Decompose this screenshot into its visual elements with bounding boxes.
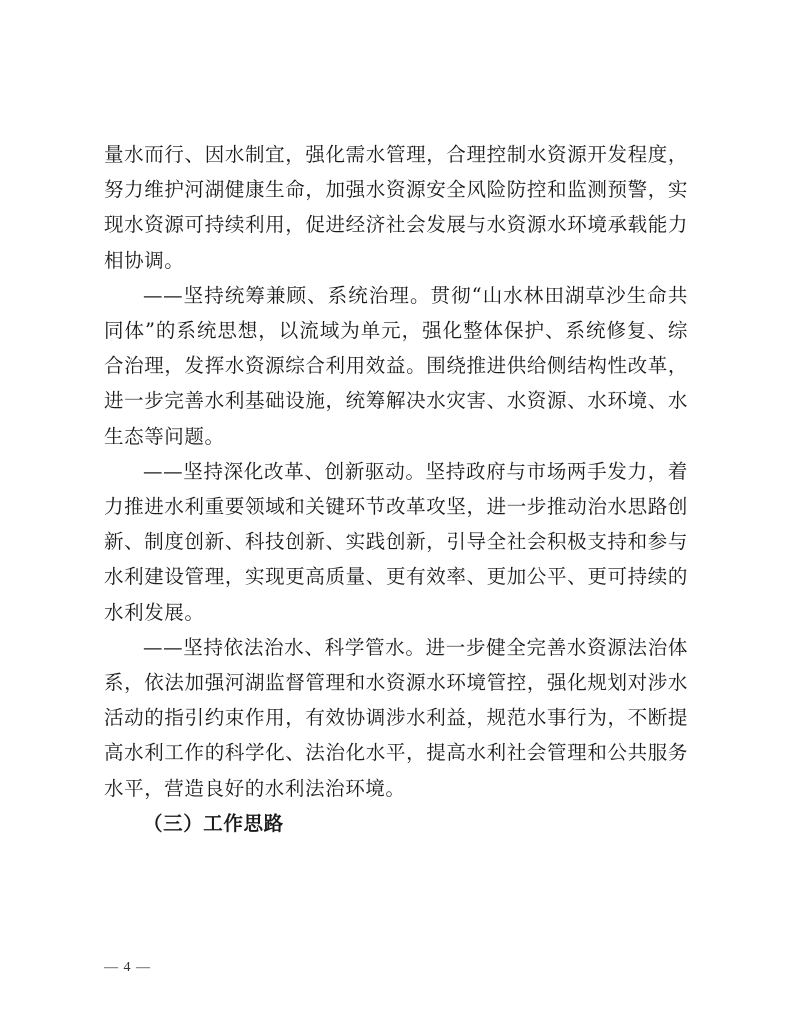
text-line: 和参与水利建设管理，实现更高质量、更有效率、更加公平、更 — [104, 530, 688, 589]
paragraph-reform-innovation — [104, 454, 688, 630]
text-line: 能力相协调。 — [104, 213, 689, 272]
text-line: 不断提高水利工作的科学化、法治化水平，提高水利社会管理和 — [104, 706, 688, 765]
text-line: 革，进一步完善水利基础设施，统筹解决水灾害、水资源、水环 — [104, 354, 689, 413]
text-line: 路创新、制度创新、科技创新、实践创新，引导全社会积极支持 — [104, 495, 689, 554]
text-line: 实现水资源可持续利用，促进经济社会发展与水资源水环境承载 — [104, 178, 688, 237]
section-heading: （三）工作思路 — [143, 811, 284, 835]
text-line: 努力维护河湖健康生命，加强水资源安全风险防控和监测预警， — [104, 178, 668, 202]
text-line: 境、水生态等问题。 — [104, 389, 688, 448]
text-line: 着力推进水利重要领域和关键环节改革攻坚，进一步推动治水思 — [104, 459, 688, 519]
text-line: 量水而行、因水制宜，强化需水管理，合理控制水资源开发程度， — [104, 143, 688, 166]
paragraph-systematic-governance — [104, 278, 688, 454]
paragraph-water-resources — [104, 137, 688, 278]
text-line: 涉水活动的指引约束作用，有效协调涉水利益，规范水事行为， — [104, 671, 689, 730]
text-line: 体系，依法加强河湖监督管理和水资源水环境管控，强化规划对 — [104, 635, 688, 695]
text-line: ——坚持统筹兼顾、系统治理。贯彻“山水林田湖草沙生命 — [143, 283, 668, 307]
document-body — [104, 137, 688, 841]
text-line: 综合治理，发挥水资源综合利用效益。围绕推进供给侧结构性改 — [104, 319, 688, 378]
text-line: 共同体”的系统思想，以流域为单元，强化整体保护、系统修复、 — [104, 283, 688, 343]
text-line: ——坚持深化改革、创新驱动。坚持政府与市场两手发力， — [143, 459, 668, 483]
page-number: — 4 — — [104, 960, 151, 975]
text-line: ——坚持依法治水、科学管水。进一步健全完善水资源法治 — [143, 635, 668, 659]
text-line: 公共服务水平，营造良好的水利法治环境。 — [104, 741, 688, 800]
text-line: 可持续的水利发展。 — [104, 565, 688, 624]
paragraph-rule-of-law — [104, 630, 688, 806]
